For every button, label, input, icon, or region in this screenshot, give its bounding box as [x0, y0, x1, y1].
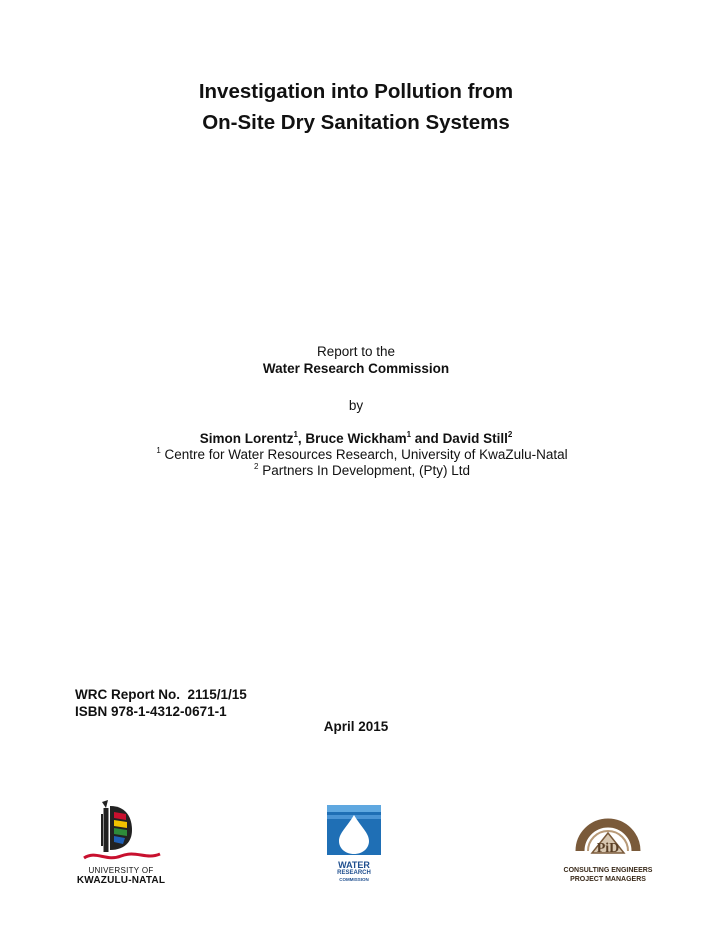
affiliation-mark: 1 — [406, 430, 412, 439]
title-line-1: Investigation into Pollution from — [198, 80, 514, 103]
affiliation-mark: 1 — [156, 446, 161, 455]
by-label: by — [348, 398, 364, 413]
pid-logo-line-2: PROJECT MANAGERS — [570, 876, 646, 883]
pid-emblem-icon — [558, 805, 658, 869]
wrc-logo — [325, 805, 383, 885]
affiliation-2 — [6, 462, 718, 479]
title-line-2: On-Site Dry Sanitation Systems — [202, 111, 510, 134]
wrc-logo-line-3: COMMISSION — [339, 877, 369, 882]
author-separator: and — [411, 431, 443, 446]
report-title — [0, 76, 712, 138]
commission-name: Water Research Commission — [262, 361, 450, 376]
report-number: WRC Report No. 2115/1/15 — [75, 687, 247, 702]
author-name: David Still — [442, 431, 508, 446]
author-separator: , — [297, 431, 306, 446]
wrc-logo-line-1: WATER — [338, 860, 370, 870]
affiliation-mark: 2 — [253, 462, 259, 471]
ukzn-emblem-icon — [66, 800, 176, 866]
pid-logo — [558, 805, 658, 895]
pid-mark: PiD — [596, 841, 620, 856]
ukzn-logo-line-1: UNIVERSITY OF — [88, 866, 154, 875]
isbn-number: ISBN 978-1-4312-0671-1 — [75, 704, 227, 719]
ukzn-logo-line-2: KWAZULU-NATAL — [76, 875, 166, 886]
author-name: Simon Lorentz — [199, 431, 294, 446]
ukzn-logo — [66, 800, 176, 890]
affiliation-text: Partners In Development, (Pty) Ltd — [262, 463, 471, 478]
pid-logo-line-1: CONSULTING ENGINEERS — [563, 867, 653, 874]
wrc-logo-line-2: RESEARCH — [337, 870, 371, 876]
affiliation-mark: 2 — [507, 430, 513, 439]
author-name: Bruce Wickham — [305, 431, 407, 446]
publication-date: April 2015 — [323, 719, 389, 734]
report-to-label: Report to the — [316, 344, 396, 359]
affiliation-1 — [6, 446, 718, 463]
water-drop-icon — [325, 805, 383, 857]
affiliation-mark: 1 — [293, 430, 298, 439]
author-list — [0, 430, 712, 447]
affiliation-text: Centre for Water Resources Research, University of KwaZulu-Natal — [164, 447, 568, 462]
